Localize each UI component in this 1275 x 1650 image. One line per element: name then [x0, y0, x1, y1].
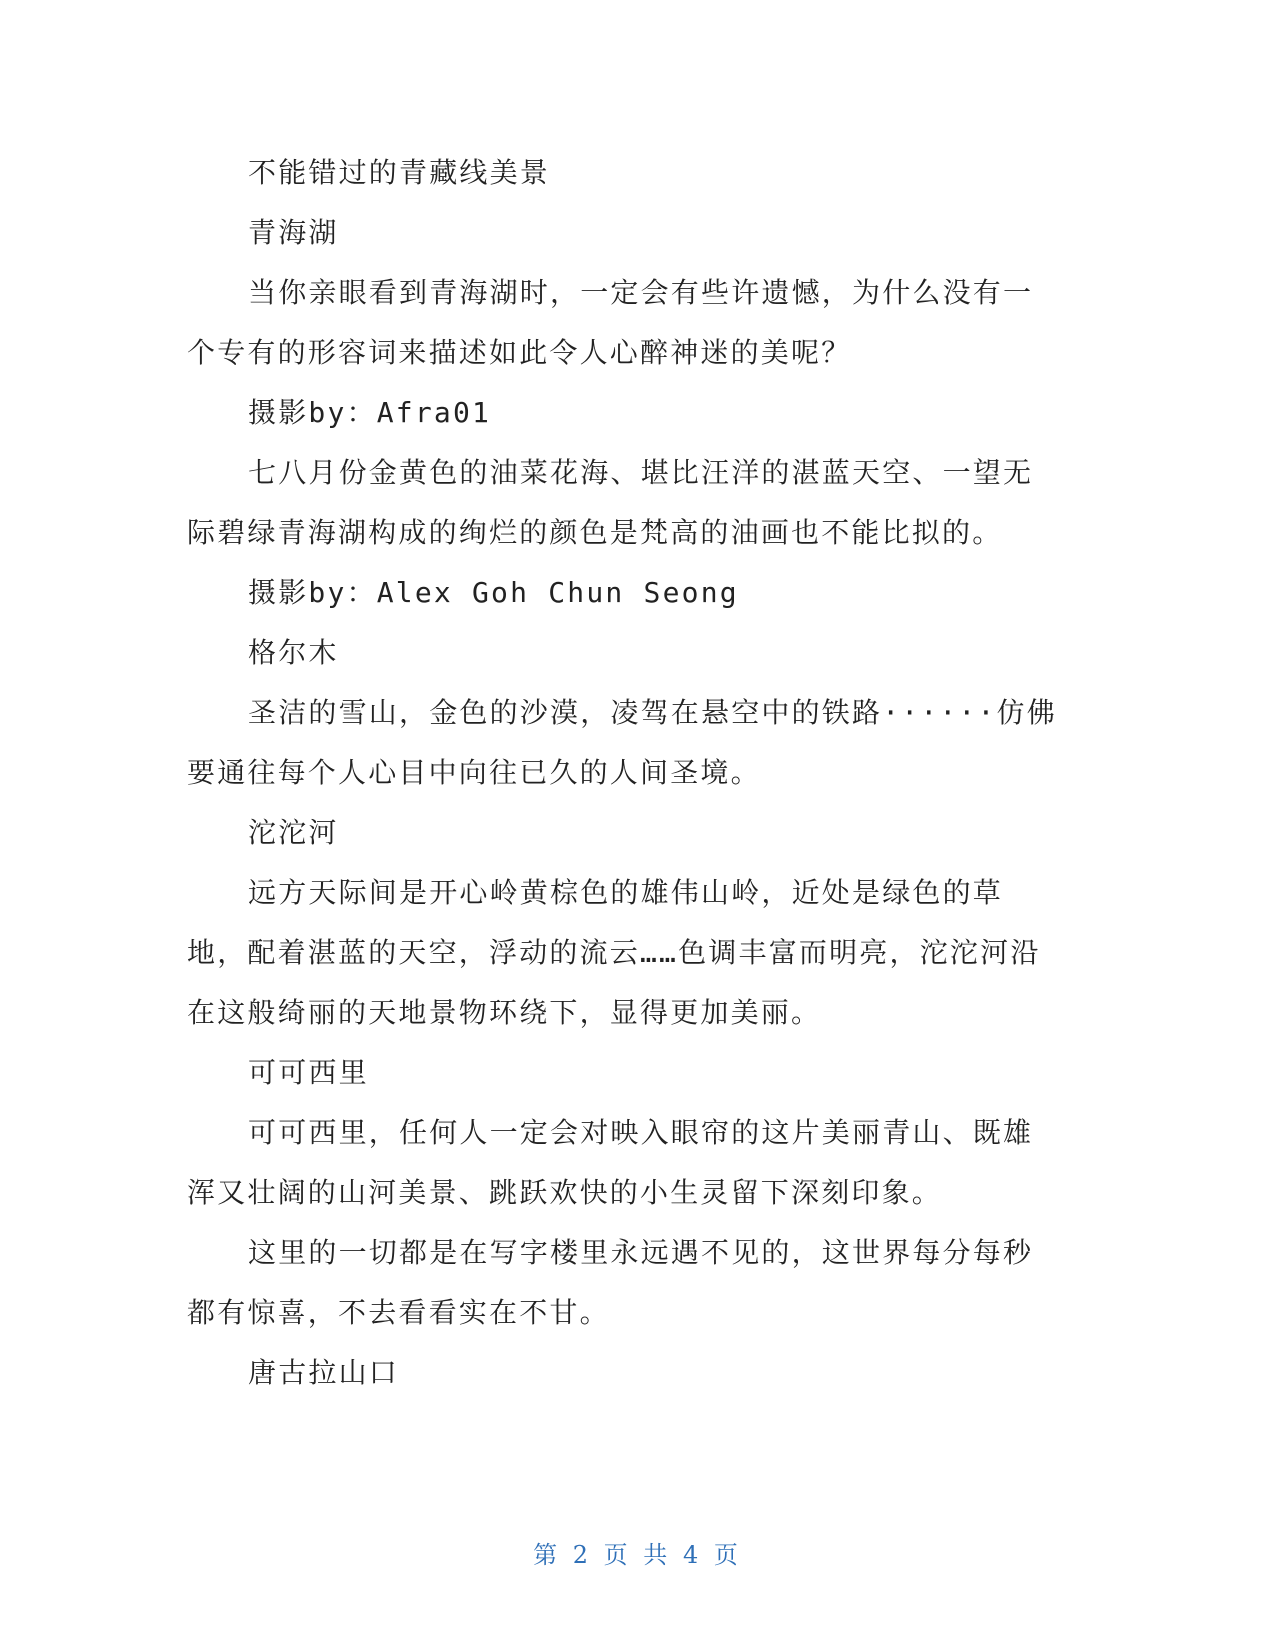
section-heading-qinghai-lake: 青海湖 [248, 216, 339, 249]
paragraph-hoh-xil-2: 这里的一切都是在写字楼里永远遇不见的，这世界每分每秒都有惊喜，不去看看实在不甘。 [187, 1236, 1034, 1329]
paragraph-golmud: 圣洁的雪山，金色的沙漠，凌驾在悬空中的铁路······仿佛要通往每个人心目中向往已久的人间圣境。 [187, 696, 1057, 789]
article-title: 不能错过的青藏线美景 [248, 156, 551, 189]
document-body [187, 143, 1057, 1403]
paragraph-hoh-xil-1: 可可西里，任何人一定会对映入眼帘的这片美丽青山、既雄浑又壮阔的山河美景、跳跃欢快的小生灵留下深刻印象。 [187, 1116, 1034, 1209]
section-heading-golmud: 格尔木 [248, 636, 339, 669]
photo-credit-1: 摄影by：Afra01 [248, 396, 492, 429]
section-heading-tuotuo-river: 沱沱河 [248, 816, 339, 849]
paragraph-qinghai-lake-1: 当你亲眼看到青海湖时，一定会有些许遗憾，为什么没有一个专有的形容词来描述如此令人心醉神迷的美呢？ [187, 276, 1034, 369]
paragraph-qinghai-lake-2: 七八月份金黄色的油菜花海、堪比汪洋的湛蓝天空、一望无际碧绿青海湖构成的绚烂的颜色是梵高的油画也不能比拟的。 [187, 456, 1034, 549]
photo-credit-2: 摄影by：Alex Goh Chun Seong [248, 576, 739, 609]
section-heading-hoh-xil: 可可西里 [248, 1056, 369, 1089]
page-number-footer: 第 2 页 共 4 页 [533, 1541, 742, 1569]
paragraph-tuotuo-river: 远方天际间是开心岭黄棕色的雄伟山岭，近处是绿色的草地，配着湛蓝的天空，浮动的流云……色调丰富而明亮，沱沱河沿在这般绮丽的天地景物环绕下，显得更加美丽。 [187, 876, 1041, 1029]
section-heading-tanggula-pass: 唐古拉山口 [248, 1356, 400, 1389]
